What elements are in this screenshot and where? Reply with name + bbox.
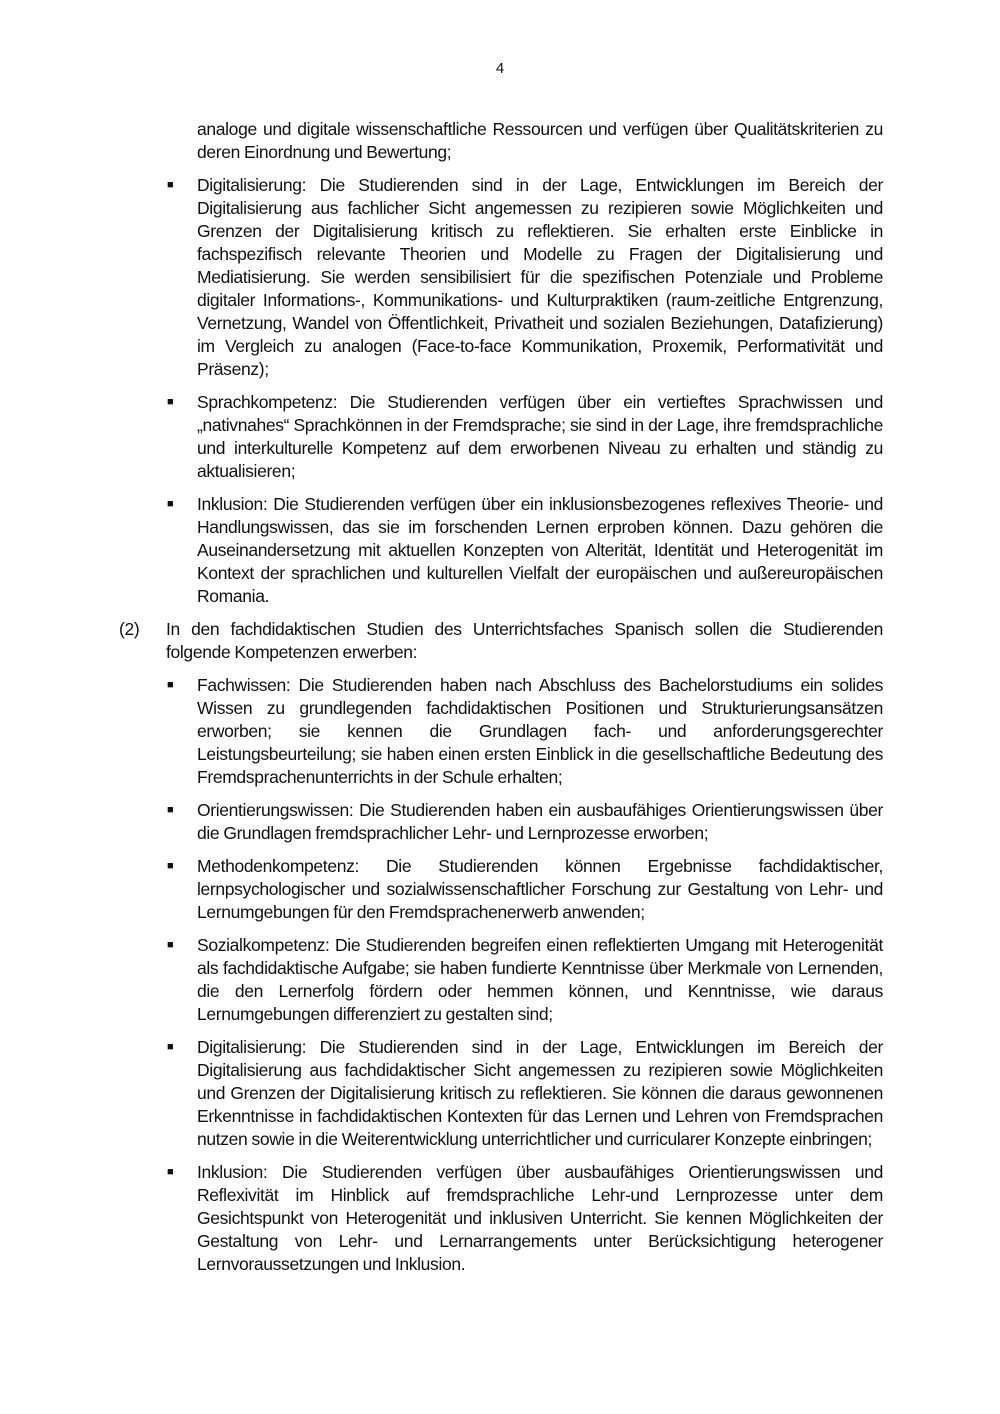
bullet-square-icon: ■ bbox=[167, 804, 174, 816]
continued-paragraph: analoge und digitale wissenschaftliche Ressourcen und verfügen über Qualitätskriterien zu deren Einordnung und Bewertung; bbox=[197, 119, 883, 162]
bullet-square-icon: ■ bbox=[167, 860, 174, 872]
list-item bbox=[167, 493, 883, 608]
body-text bbox=[0, 118, 1000, 1276]
list-item bbox=[167, 391, 883, 483]
paragraph-text: In den fachdidaktischen Studien des Unterrichtsfaches Spanisch sollen die Studierenden folgende Kompetenzen erwerben: bbox=[166, 619, 883, 662]
list-item bbox=[167, 855, 883, 924]
list-item-text: Inklusion: Die Studierenden verfügen über ausbaufähiges Orientierungswissen und Reflexivität im Hinblick auf fremdsprachliche Lehr-und Lernprozesse unter dem Gesichtspunkt von Heterogenität und inklusiven Unterricht. Sie kennen Möglichkeiten der Gestaltung von Lehr- und Lernarrangements unter Berücksichtigung heterogener Lernvoraussetzungen und Inklusion. bbox=[197, 1162, 883, 1274]
bullet-square-icon: ■ bbox=[167, 396, 174, 408]
paragraph-number: (2) bbox=[119, 619, 140, 639]
list-item bbox=[167, 799, 883, 845]
list-item bbox=[167, 674, 883, 789]
bullet-square-icon: ■ bbox=[167, 179, 174, 191]
bullet-square-icon: ■ bbox=[167, 679, 174, 691]
list-item bbox=[167, 934, 883, 1026]
bullet-square-icon: ■ bbox=[167, 1041, 174, 1053]
list-item-text: Digitalisierung: Die Studierenden sind in der Lage, Entwicklungen im Bereich der Digitalisierung aus fachdidaktischer Sicht angemessen zu rezipieren sowie Möglichkeiten und Grenzen der Digitalisierung kritisch zu reflektieren. Sie können die daraus gewonnenen Erkenntnisse in fachdidaktischen Kontexten für das Lernen und Lehren von Fremdsprachen nutzen sowie in die Weiterentwicklung unterrichtlicher und curricularer Konzepte einbringen; bbox=[197, 1037, 883, 1149]
list-item-text: Sozialkompetenz: Die Studierenden begreifen einen reflektierten Umgang mit Heterogenität als fachdidaktische Aufgabe; sie haben fundierte Kenntnisse über Merkmale von Lernenden, die den Lernerfolg fördern oder hemmen können, und Kenntnisse, wie daraus Lernumgebungen differenziert zu gestalten sind; bbox=[197, 935, 883, 1024]
numbered-paragraph bbox=[119, 618, 883, 664]
list-item bbox=[167, 174, 883, 381]
bullet-square-icon: ■ bbox=[167, 939, 174, 951]
bullet-square-icon: ■ bbox=[167, 498, 174, 510]
list-item-text: Fachwissen: Die Studierenden haben nach Abschluss des Bachelorstudiums ein solides Wissen zu grundlegenden fachdidaktischen Positionen und Strukturierungsansätzen erworben; sie kennen die Grundlagen fach- und anforderungsgerechter Leistungsbeurteilung; sie haben einen ersten Einblick in die gesellschaftliche Bedeutung des Fremdsprachenunterrichts in der Schule erhalten; bbox=[197, 675, 883, 787]
list-item bbox=[167, 1161, 883, 1276]
list-item-text: Digitalisierung: Die Studierenden sind in der Lage, Entwicklungen im Bereich der Digitalisierung aus fachlicher Sicht angemessen zu rezipieren sowie Möglichkeiten und Grenzen der Digitalisierung kritisch zu reflektieren. Sie erhalten erste Einblicke in fachspezifisch relevante Theorien und Modelle zu Fragen der Digitalisierung und Mediatisierung. Sie werden sensibilisiert für die spezifischen Potenziale und Probleme digitaler Informations-, Kommunikations- und Kulturpraktiken (raum-zeitliche Entgrenzung, Vernetzung, Wandel von Öffentlichkeit, Privatheit und sozialen Beziehungen, Datafizierung) im Vergleich zu analogen (Face-to-face Kommunikation, Proxemik, Performativität und Präsenz); bbox=[197, 175, 883, 379]
list-item-text: Sprachkompetenz: Die Studierenden verfügen über ein vertieftes Sprachwissen und „nativnahes“ Sprachkönnen in der Fremdsprache; sie sind in der Lage, ihre fremdsprachliche und interkulturelle Kompetenz auf dem erworbenen Niveau zu erhalten und ständig zu aktualisieren; bbox=[197, 392, 883, 481]
bullet-square-icon: ■ bbox=[167, 1166, 174, 1178]
list-item-text: Inklusion: Die Studierenden verfügen über ein inklusionsbezogenes reflexives Theorie- und Handlungswissen, das sie im forschenden Lernen erproben können. Dazu gehören die Auseinandersetzung mit aktuellen Konzepten von Alterität, Identität und Heterogenität im Kontext der sprachlichen und kulturellen Vielfalt der europäischen und außereuropäischen Romania. bbox=[197, 494, 883, 606]
list-item-text: Orientierungswissen: Die Studierenden haben ein ausbaufähiges Orientierungswissen über die Grundlagen fremdsprachlicher Lehr- und Lernprozesse erworben; bbox=[197, 800, 883, 843]
list-item-text: Methodenkompetenz: Die Studierenden können Ergebnisse fachdidaktischer, lernpsychologischer und sozialwissenschaftlicher Forschung zur Gestaltung von Lehr- und Lernumgebungen für den Fremdsprachenerwerb anwenden; bbox=[197, 856, 883, 922]
list-item bbox=[167, 1036, 883, 1151]
page-number: 4 bbox=[495, 60, 505, 77]
